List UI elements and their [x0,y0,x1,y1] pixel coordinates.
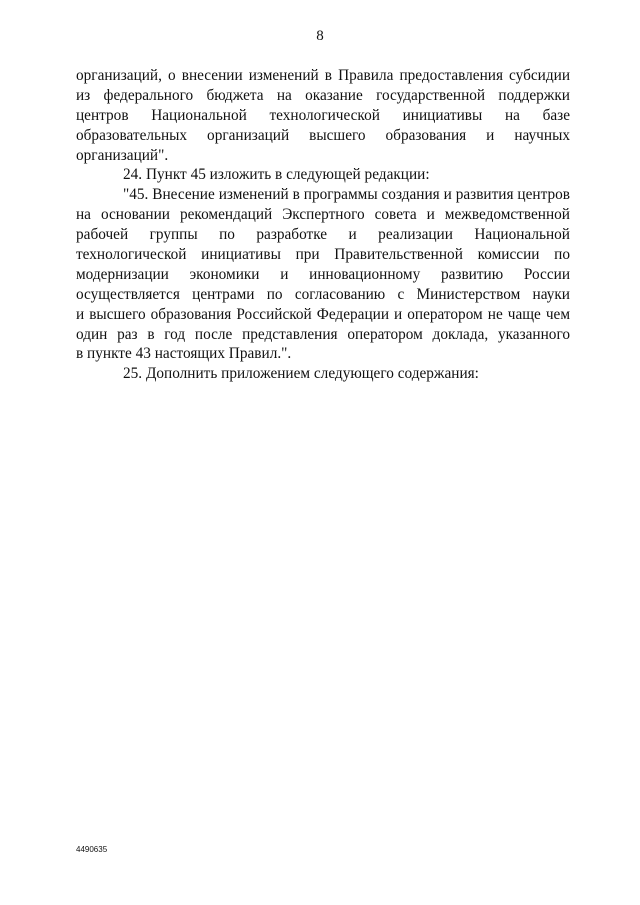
document-body [76,66,570,384]
text-line: модернизации экономики и инновационному развитию России [76,265,570,283]
text-line: организаций, о внесении изменений в Правила предоставления субсидии [76,67,570,84]
text-line: технологической инициативы при Правительственной комиссии по [76,246,570,264]
text-line: и высшего образования Российской Федерации и оператором не чаще чем [76,305,570,323]
document-code: 4490635 [76,845,108,854]
page-number: 8 [316,28,324,44]
text-line: 24. Пункт 45 изложить в следующей редакции: [123,166,430,184]
text-line: из федерального бюджета на оказание государственной поддержки [76,86,570,104]
text-line: осуществляется центрами по согласованию с Министерством науки [76,285,570,303]
text-line: организаций". [76,146,169,164]
text-line: "45. Внесение изменений в программы создания и развития центров [123,186,570,204]
text-line: образовательных организаций высшего образования и научных [76,126,570,144]
text-line: в пункте 43 настоящих Правил.". [76,345,292,363]
text-line: рабочей группы по разработке и реализации Национальной [76,226,570,244]
text-line: центров Национальной технологической инициативы на базе [76,106,570,124]
text-line: 25. Дополнить приложением следующего содержания: [123,365,479,383]
text-line: на основании рекомендаций Экспертного совета и межведомственной [76,206,570,224]
text-line: один раз в год после представления оператором доклада, указанного [76,325,570,343]
